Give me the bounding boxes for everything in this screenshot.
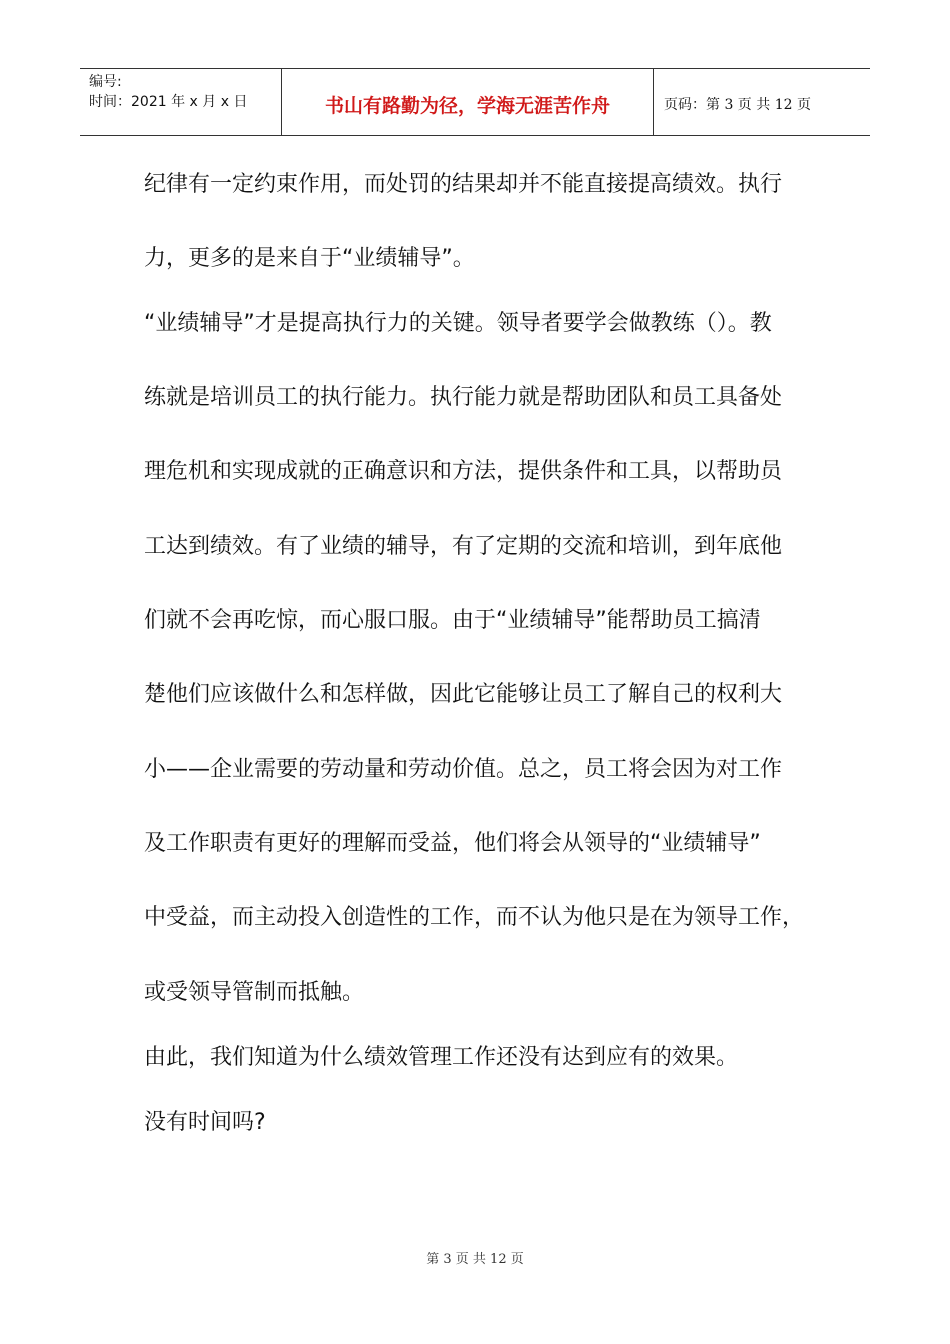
- body-line: 由此，我们知道为什么绩效管理工作还没有达到应有的效果。: [144, 1045, 739, 1070]
- body-line: 们就不会再吃惊，而心服口服。由于“业绩辅导”能帮助员工搞清: [144, 608, 761, 633]
- header-motto: 书山有路勤为径，学海无涯苦作舟: [282, 69, 654, 135]
- body-line: 中受益，而主动投入创造性的工作，而不认为他只是在为领导工作，: [144, 905, 805, 930]
- header-meta-cell: [80, 69, 282, 135]
- header-page-info: 页码：第 3 页 共 12 页: [664, 97, 811, 113]
- body-line: 楚他们应该做什么和怎样做，因此它能够让员工了解自己的权利大: [144, 682, 783, 707]
- body-line: 纪律有一定约束作用，而处罚的结果却并不能直接提高绩效。执行: [144, 172, 783, 197]
- body-line: 或受领导管制而抵触。: [144, 980, 365, 1005]
- body-line: 及工作职责有更好的理解而受益，他们将会从领导的“业绩辅导”: [144, 831, 761, 856]
- document-header: [80, 68, 870, 136]
- header-time-label: 时间：2021 年 x 月 x 日: [89, 94, 248, 110]
- page-footer: 第 3 页 共 12 页: [426, 1252, 524, 1267]
- body-line: “业绩辅导”才是提高执行力的关键。领导者要学会做教练（）。教: [144, 311, 772, 336]
- body-line: 练就是培训员工的执行能力。执行能力就是帮助团队和员工具备处: [144, 385, 783, 410]
- body-line: 小——企业需要的劳动量和劳动价值。总之，员工将会因为对工作: [144, 757, 783, 782]
- body-line: 没有时间吗?: [144, 1110, 266, 1135]
- body-line: 力，更多的是来自于“业绩辅导”。: [144, 246, 475, 271]
- body-line: 理危机和实现成就的正确意识和方法，提供条件和工具，以帮助员: [144, 459, 783, 484]
- body-line: 工达到绩效。有了业绩的辅导，有了定期的交流和培训，到年底他: [144, 534, 783, 559]
- header-number-label: 编号:: [89, 74, 122, 90]
